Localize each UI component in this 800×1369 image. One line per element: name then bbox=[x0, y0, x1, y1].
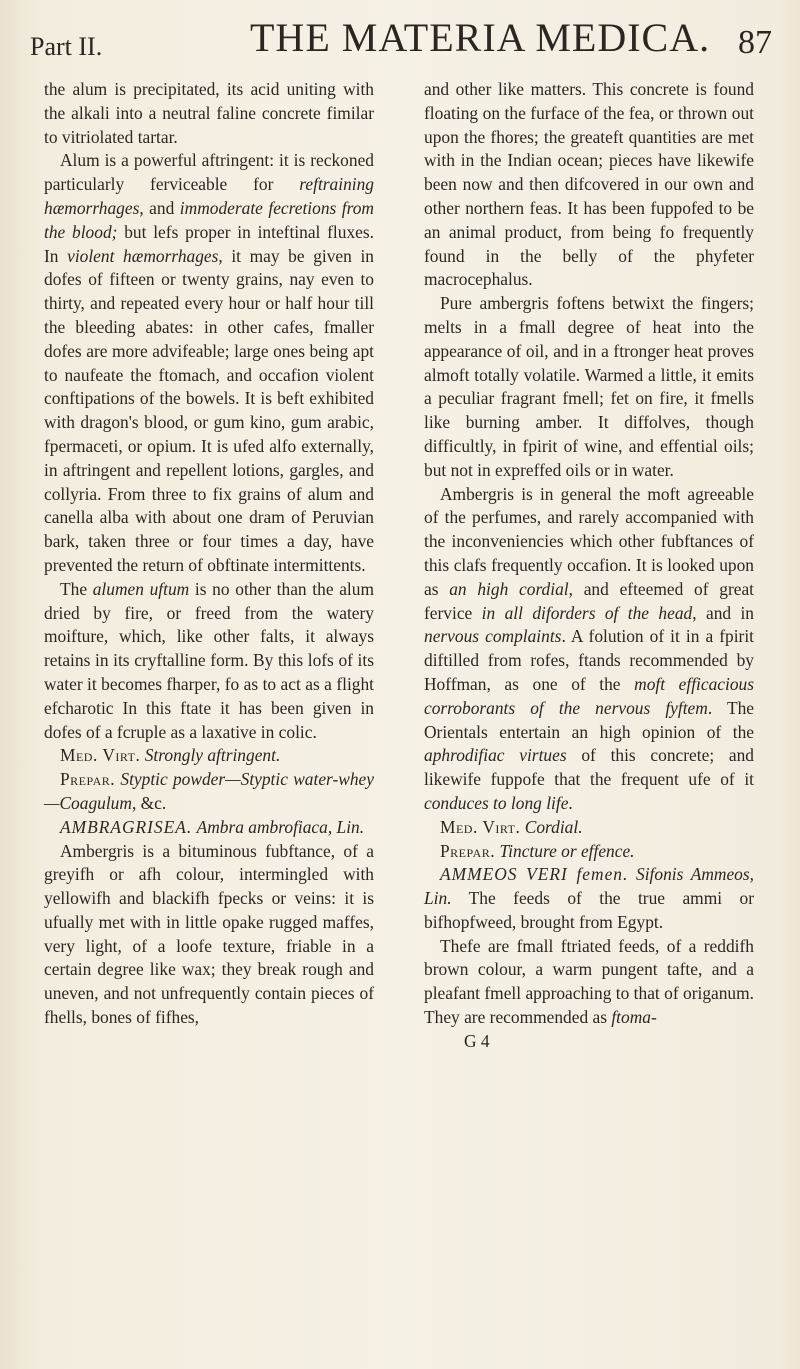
paragraph: Thefe are fmall ftriated feeds, of a reddifh brown colour, a warm pungent tafte, and a pleafant fmell approaching to that of origanum. They are recommended as ftoma- bbox=[424, 935, 754, 1028]
paragraph: Pure ambergris foftens betwixt the fingers; melts in a fmall degree of heat into the appearance of oil, and in a ftronger heat proves almoft totally volatile. Warmed a little, it emits a peculiar fragrant fmell; fet on fire, it fmells like burning amber. It diffolves, though difficultly, in fpirit of wine, and effential oils; but not in expreffed oils or in water. bbox=[424, 293, 754, 480]
paragraph: The alumen uftum is no other than the alum dried by fire, or freed from the watery moifture, which, like other falts, it always retains in its cryftalline form. By this lofs of its water it becomes fharper, fo as to act as a flight efcharotic In this ftate it has been given in dofes of a fcruple as a laxative in colic. bbox=[44, 578, 374, 742]
paragraph: Ambergris is a bituminous fubftance, of a greyifh or afh colour, intermingled with yellowifh and blackifh fpecks or veins: it is ufually met with in little opake rugged maffes, very light, of a loofe texture, friable in a certain degree like wax; they break rough and uneven, and not unfrequently contain pieces of fhells, bones of fifhes, bbox=[44, 840, 374, 1028]
running-title: THE MATERIA MEDICA. bbox=[250, 15, 711, 60]
preparations: Prepar. Styptic powder—Styptic water-whey—Coagulum, &c. bbox=[44, 769, 374, 813]
entry-heading: AMMEOS VERI femen. Sifonis Ammeos, Lin. The feeds of the true ammi or bifhopfweed, brought from Egypt. bbox=[424, 864, 754, 932]
part-label: Part II. bbox=[30, 32, 103, 61]
paragraph: Ambergris is in general the moft agreeable of the perfumes, and rarely accompanied with the inconveniencies which other fubftances of this clafs frequently occafion. It is looked upon as an high cordial, and efteemed of great fervice in all diforders of the head, and in nervous complaints. A folution of it in a fpirit diftilled from rofes, ftands recommended by Hoffman, as one of the moft efficacious corroborants of the nervous fyftem. The Orientals entertain an high opinion of the aphrodifiac virtues of this concrete; and likewife fuppofe that the frequent ufe of it conduces to long life. bbox=[424, 483, 755, 813]
signature-mark: G 4 bbox=[464, 1030, 490, 1051]
medical-virtue: Med. Virt. Cordial. bbox=[440, 816, 583, 837]
medical-virtue: Med. Virt. Strongly aftringent. bbox=[60, 745, 281, 766]
preparations: Prepar. Tincture or effence. bbox=[440, 840, 635, 861]
page-number: 87 bbox=[738, 24, 772, 61]
entry-heading: AMBRAGRISEA. Ambra ambrofiaca, Lin. bbox=[60, 816, 365, 837]
running-header bbox=[30, 14, 772, 70]
paragraph: Alum is a powerful aftringent: it is reckoned particularly ferviceable for reftraining hæmorrhages, and immoderate fecretions from the blood; but lefs proper in inteftinal fluxes. In violent hæmorrhages, it may be given in dofes of fifteen or twenty grains, nay even to thirty, and repeated every hour or half hour till the bleeding abates: in other cafes, fmaller dofes are more advifeable; large ones being apt to naufeate the ftomach, and occafion violent conftipations of the bowels. It is beft exhibited with dragon's blood, or gum kino, gum arabic, fpermaceti, or opium. It is ufed alfo externally, in aftringent and repellent lotions, gargles, and collyria. From three to fix grains of alum and canella alba with about one dram of Peruvian bark, taken three or four times a day, have prevented the return of obftinate intermittents. bbox=[44, 150, 374, 575]
paragraph: the alum is precipitated, its acid uniting with the alkali into a neutral faline concrete fimilar to vitriolated tartar. bbox=[44, 79, 374, 147]
paragraph: and other like matters. This concrete is found floating on the furface of the fea, or thrown out upon the fhores; the greateft quantities are met with in the Indian ocean; pieces have likewife been now and then difcovered in our own and other northern feas. It has been fuppofed to be an animal product, from being fo frequently found in the belly of the phyfeter macrocephalus. bbox=[424, 79, 754, 290]
right-column bbox=[424, 78, 754, 1368]
left-column bbox=[44, 78, 374, 1368]
